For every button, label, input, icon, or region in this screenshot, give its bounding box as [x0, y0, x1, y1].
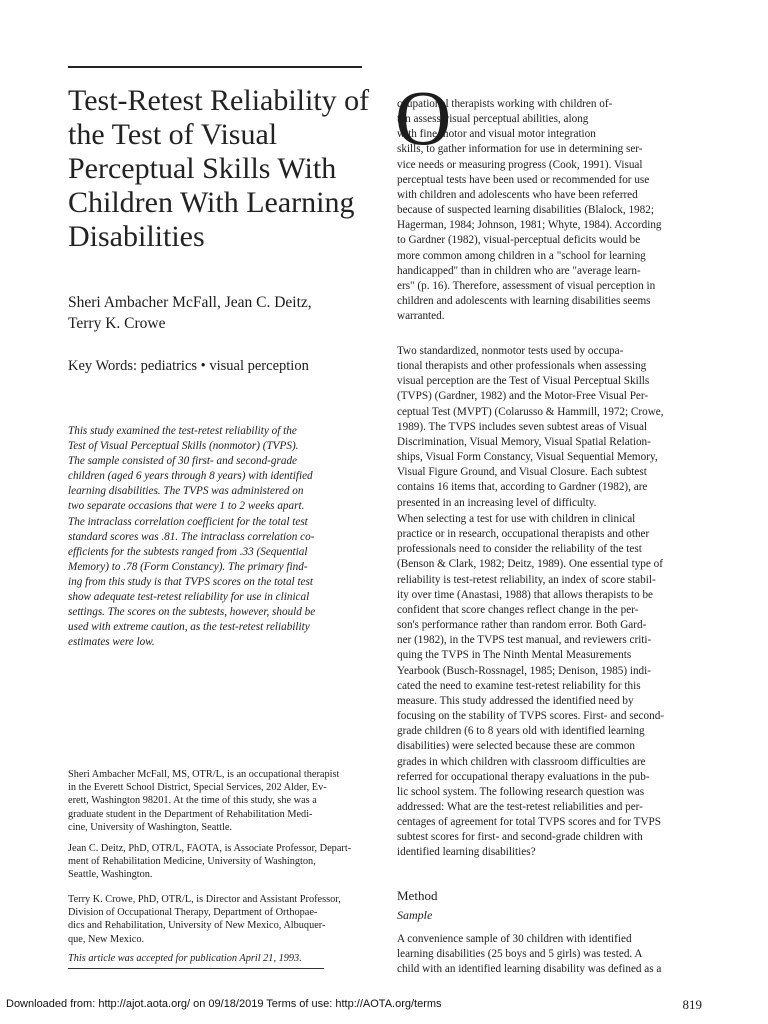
text-line: efficients for the subtests ranged from .33 (Sequential: [68, 545, 308, 558]
text-line: quing the TVPS in The Ninth Mental Measurements: [397, 649, 632, 662]
text-line: professionals need to consider the reliability of the test: [397, 543, 642, 556]
text-line: Perceptual Skills With: [68, 152, 337, 185]
text-line: ceptual Test (MVPT) (Colarusso & Hammill, 1972; Crowe,: [397, 405, 664, 418]
text-line: ships, Visual Form Constancy, Visual Sequential Memory,: [397, 451, 658, 464]
text-line: reliability is test-retest reliability, an index of score stabil-: [397, 573, 656, 586]
text-line: (Benson & Clark, 1982; Deitz, 1989). One essential type of: [397, 558, 663, 571]
text-line: the Test of Visual: [68, 118, 278, 151]
text-line: que, New Mexico.: [68, 933, 145, 945]
text-line: perceptual tests have been used or recommended for use: [397, 173, 650, 186]
text-line: in the Everett School District, Special Services, 202 Alder, Ev-: [68, 782, 327, 794]
text-line: ner (1982), in the TVPS test manual, and reviewers criti-: [397, 634, 652, 647]
text-line: identified learning disabilities?: [397, 846, 536, 859]
text-line: estimates were low.: [68, 636, 155, 649]
text-line: two separate occasions that were 1 to 2 weeks apart.: [68, 500, 305, 513]
text-line: ccupational therapists working with children of-: [397, 98, 613, 110]
method-heading: Method: [397, 888, 438, 903]
text-line: ment of Rehabilitation Medicine, University of Washington,: [68, 856, 316, 868]
text-line: skills, to gather information for use in determining ser-: [397, 143, 643, 156]
text-line: ing from this study is that TVPS scores on the total test: [68, 575, 313, 588]
text-line: warranted.: [397, 310, 445, 323]
text-line: addressed: What are the test-retest reliabilities and per-: [397, 800, 643, 813]
text-line: because of suspected learning disabilities (Blalock, 1982;: [397, 204, 654, 217]
text-line: used with extreme caution, as the test-retest reliability: [68, 621, 310, 634]
text-line: Sheri Ambacher McFall, Jean C. Deitz,: [68, 294, 312, 311]
text-line: Visual Figure Ground, and Visual Closure. Each subtest: [397, 466, 647, 479]
text-line: Terry K. Crowe: [68, 315, 166, 332]
text-line: son's performance rather than random error. Both Gard-: [397, 619, 647, 632]
text-line: confident that score changes reflect change in the per-: [397, 603, 639, 616]
text-line: Sheri Ambacher McFall, MS, OTR/L, is an occupational therapist: [68, 769, 340, 780]
text-line: 1989). The TVPS includes seven subtest areas of Visual: [397, 420, 648, 433]
page-number: 819: [682, 997, 702, 1012]
text-line: Disabilities: [68, 220, 205, 253]
body-paragraph-3: [397, 512, 702, 861]
text-line: Seattle, Washington.: [68, 869, 153, 881]
text-line: The sample consisted of 30 first- and second-grade: [68, 455, 298, 468]
text-line: to Gardner (1982), visual-perceptual deficits would be: [397, 234, 641, 247]
body-paragraph-2: [397, 344, 702, 511]
text-line: ity over time (Anastasi, 1988) that allows therapists to be: [397, 588, 654, 601]
text-line: Hagerman, 1984; Johnson, 1981; Whyte, 1984). According: [397, 219, 662, 232]
text-line: learning disabilities. The TVPS was administered on: [68, 485, 304, 498]
text-line: Children With Learning: [68, 186, 355, 219]
text-line: Test-Retest Reliability of: [68, 84, 370, 117]
author-list: [68, 292, 368, 334]
text-line: child with an identified learning disability was defined as a: [397, 963, 662, 976]
drop-cap: O: [395, 74, 452, 161]
keywords: Key Words: pediatrics • visual perception: [68, 358, 309, 374]
text-line: handicapped" than in children who are "average learn-: [397, 264, 641, 277]
acceptance-underline: [68, 968, 324, 969]
text-line: Discrimination, Visual Memory, Visual Spatial Relation-: [397, 435, 651, 448]
text-line: Division of Occupational Therapy, Department of Orthopae-: [68, 907, 318, 919]
text-line: Two standardized, nonmotor tests used by occupa-: [397, 345, 624, 357]
text-line: ers" (p. 16). Therefore, assessment of visual perception in: [397, 279, 656, 292]
text-line: ten assess visual perceptual abilities, along: [397, 113, 589, 126]
body-paragraph-4: [397, 932, 702, 977]
text-line: disabilities) were selected because these are common: [397, 740, 635, 753]
text-line: with children and adolescents who have been referred: [397, 188, 638, 201]
article-title: [68, 84, 368, 254]
sample-subheading: Sample: [397, 908, 433, 922]
text-line: more common among children in a "school for learning: [397, 249, 646, 262]
author-bio-mcfall: [68, 768, 368, 834]
text-line: settings. The scores on the subtests, however, should be: [68, 606, 316, 619]
text-line: referred for occupational therapy evaluations in the pub-: [397, 770, 650, 783]
text-line: children and adolescents with learning disabilities seems: [397, 295, 651, 308]
text-line: Memory) to .78 (Form Constancy). The primary find-: [68, 560, 308, 573]
text-line: (TVPS) (Gardner, 1982) and the Motor-Free Visual Per-: [397, 390, 649, 403]
text-line: show adequate test-retest reliability for use in clinical: [68, 591, 310, 604]
text-line: presented in an increasing level of difficulty.: [397, 496, 597, 509]
author-bio-crowe: [68, 893, 368, 946]
text-line: grades in which children with classroom difficulties are: [397, 755, 646, 768]
text-line: measure. This study addressed the identified need by: [397, 694, 634, 707]
text-line: graduate student in the Department of Rehabilitation Medi-: [68, 808, 313, 820]
text-line: tional therapists and other professionals when assessing: [397, 360, 647, 373]
text-line: Yearbook (Busch-Rossnagel, 1985; Denison, 1985) indi-: [397, 664, 651, 677]
author-bio-deitz: [68, 842, 368, 882]
text-line: visual perception are the Test of Visual Perceptual Skills: [397, 375, 650, 388]
text-line: contains 16 items that, according to Gardner (1982), are: [397, 481, 648, 494]
acceptance-note: This article was accepted for publication April 21, 1993.: [68, 953, 302, 964]
body-paragraph-1: [397, 97, 702, 324]
text-line: focusing on the stability of TVPS scores. First- and second-: [397, 710, 665, 723]
text-line: Terry K. Crowe, PhD, OTR/L, is Director and Assistant Professor,: [68, 894, 341, 905]
download-footer: Downloaded from: http://ajot.aota.org/ on 09/18/2019 Terms of use: http://AOTA.org/terms: [6, 998, 442, 1010]
text-line: The intraclass correlation coefficient for the total test: [68, 515, 308, 528]
text-line: dics and Rehabilitation, University of New Mexico, Albuquer-: [68, 920, 326, 932]
text-line: When selecting a test for use with children in clinical: [397, 513, 636, 525]
text-line: grade children (6 to 8 years old with identified learning: [397, 725, 645, 738]
text-line: learning disabilities (25 boys and 5 girls) was tested. A: [397, 948, 643, 961]
text-line: vice needs or measuring progress (Cook, 1991). Visual: [397, 158, 643, 171]
text-line: cine, University of Washington, Seattle.: [68, 821, 232, 833]
text-line: centages of agreement for total TVPS scores and for TVPS: [397, 816, 661, 829]
text-line: subtest scores for first- and second-grade children with: [397, 831, 643, 844]
abstract: [68, 424, 368, 650]
text-line: with fine motor and visual motor integration: [397, 128, 596, 141]
text-line: standard scores was .81. The intraclass correlation co-: [68, 530, 315, 543]
text-line: practice or in research, occupational therapists and other: [397, 528, 650, 541]
text-line: This study examined the test-retest reliability of the: [68, 425, 297, 437]
text-line: children (aged 6 years through 8 years) with identified: [68, 470, 313, 483]
top-rule: [68, 66, 362, 68]
text-line: erett, Washington 98201. At the time of this study, she was a: [68, 795, 317, 807]
text-line: cated the need to examine test-retest reliability for this: [397, 679, 641, 692]
text-line: lic school system. The following research question was: [397, 785, 645, 798]
text-line: Test of Visual Perceptual Skills (nonmotor) (TVPS).: [68, 440, 299, 453]
text-line: A convenience sample of 30 children with identified: [397, 933, 632, 945]
text-line: Jean C. Deitz, PhD, OTR/L, FAOTA, is Associate Professor, Depart-: [68, 843, 352, 854]
